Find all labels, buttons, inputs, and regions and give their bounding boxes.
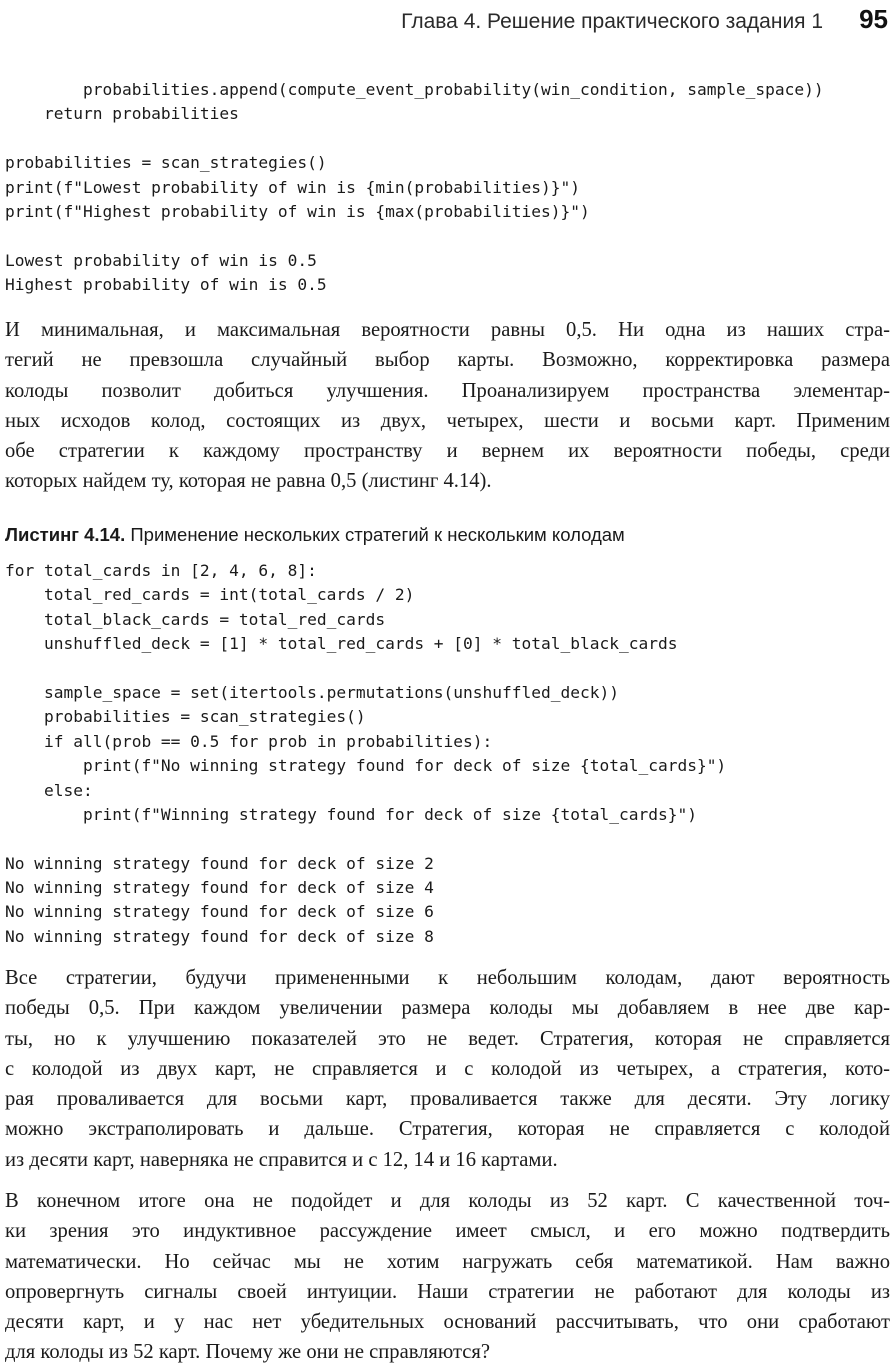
paragraph-inductive-reasoning [5,1186,890,1368]
code-line: else: [5,780,93,800]
code-block-multiple-decks [5,559,726,949]
code-line: print(f"No winning strategy found for deck of size {total_cards}") [5,756,727,776]
text-line: из десяти карт, наверняка не справится и с 12, 14 и 16 картами. [5,1148,558,1171]
code-line [5,657,726,681]
text-line: победы 0,5. При каждом увеличении размера колоды мы добавляем в нее две кар- [5,997,890,1020]
code-line: probabilities.append(compute_event_probability(win_condition, sample_space)) [5,80,824,99]
code-output-line: No winning strategy found for deck of size 2 [5,853,434,873]
code-output-line: No winning strategy found for deck of size 8 [5,926,434,946]
paragraph-small-decks [5,963,890,1175]
code-line: print(f"Lowest probability of win is {min(probabilities)}") [5,177,580,197]
text-line: Все стратегии, будучи примененными к небольшим колодам, дают вероятность [5,967,890,989]
text-line: можно экстраполировать и дальше. Стратегия, которая не справляется с колодой [5,1118,890,1141]
code-line [5,827,726,851]
text-line: десяти карт, и у нас нет убедительных оснований рассчитывать, что они сработают [5,1311,890,1334]
text-line: В конечном итоге она не подойдет и для колоды из 52 карт. С качественной точ- [5,1190,890,1212]
listing-caption [5,522,625,548]
code-line: if all(prob == 0.5 for prob in probabilities): [5,731,493,751]
text-line: колоды позволит добиться улучшения. Проанализируем пространства элементар- [5,379,890,402]
listing-label: Листинг 4.14. [5,524,126,545]
code-output-line: Lowest probability of win is 0.5 [5,250,317,270]
page-number: 95 [859,4,888,34]
text-line: тегий не превзошла случайный выбор карты. Возможно, корректировка размера [5,349,890,372]
code-line [5,127,824,151]
code-line: probabilities = scan_strategies() [5,707,366,727]
code-line: for total_cards in [2, 4, 6, 8]: [5,561,317,580]
code-line: print(f"Highest probability of win is {max(probabilities)}") [5,201,590,221]
code-line: total_black_cards = total_red_cards [5,609,386,629]
code-line: return probabilities [5,104,239,124]
chapter-title: Глава 4. Решение практического задания 1 [401,10,824,33]
code-line: sample_space = set(itertools.permutations(unshuffled_deck)) [5,682,619,702]
listing-title: Применение нескольких стратегий к нескольким колодам [125,524,625,545]
text-line: математически. Но сейчас мы не хотим нагружать себя математикой. Нам важно [5,1250,890,1273]
text-line: ты, но к улучшению показателей это не ведет. Стратегия, которая не справляется [5,1027,890,1050]
text-line: которых найдем ту, которая не равна 0,5 (листинг 4.14). [5,470,492,493]
text-line: для колоды из 52 карт. Почему же они не справляются? [5,1341,491,1364]
text-line: ных исходов колод, состоящих из двух, четырех, шести и восьми карт. Применим [5,409,890,432]
text-line: обе стратегии к каждому пространству и вернем их вероятности победы, среди [5,440,890,463]
text-line: ки зрения это индуктивное рассуждение имеет смысл, и его можно подтвердить [5,1220,890,1243]
running-header [401,4,888,34]
code-output-line: No winning strategy found for deck of size 4 [5,878,434,898]
code-line: probabilities = scan_strategies() [5,153,327,173]
code-line [5,224,824,248]
text-line: опровергнуть сигналы своей интуиции. Наши стратегии не работают для колоды из [5,1280,890,1303]
text-line: И минимальная, и максимальная вероятности равны 0,5. Ни одна из наших стра- [5,319,890,341]
code-line: unshuffled_deck = [1] * total_red_cards + [0] * total_black_cards [5,634,678,654]
text-line: с колодой из двух карт, не справляется и с колодой из четырех, а стратегия, кото- [5,1057,890,1080]
code-output-line: No winning strategy found for deck of size 6 [5,902,434,922]
text-line: рая проваливается для восьми карт, проваливается также для десяти. Эту логику [5,1088,890,1111]
code-line: total_red_cards = int(total_cards / 2) [5,585,415,605]
code-block-strategy-scan [5,78,824,298]
paragraph-probabilities-result [5,315,890,497]
code-line: print(f"Winning strategy found for deck of size {total_cards}") [5,804,697,824]
code-output-line: Highest probability of win is 0.5 [5,275,327,295]
